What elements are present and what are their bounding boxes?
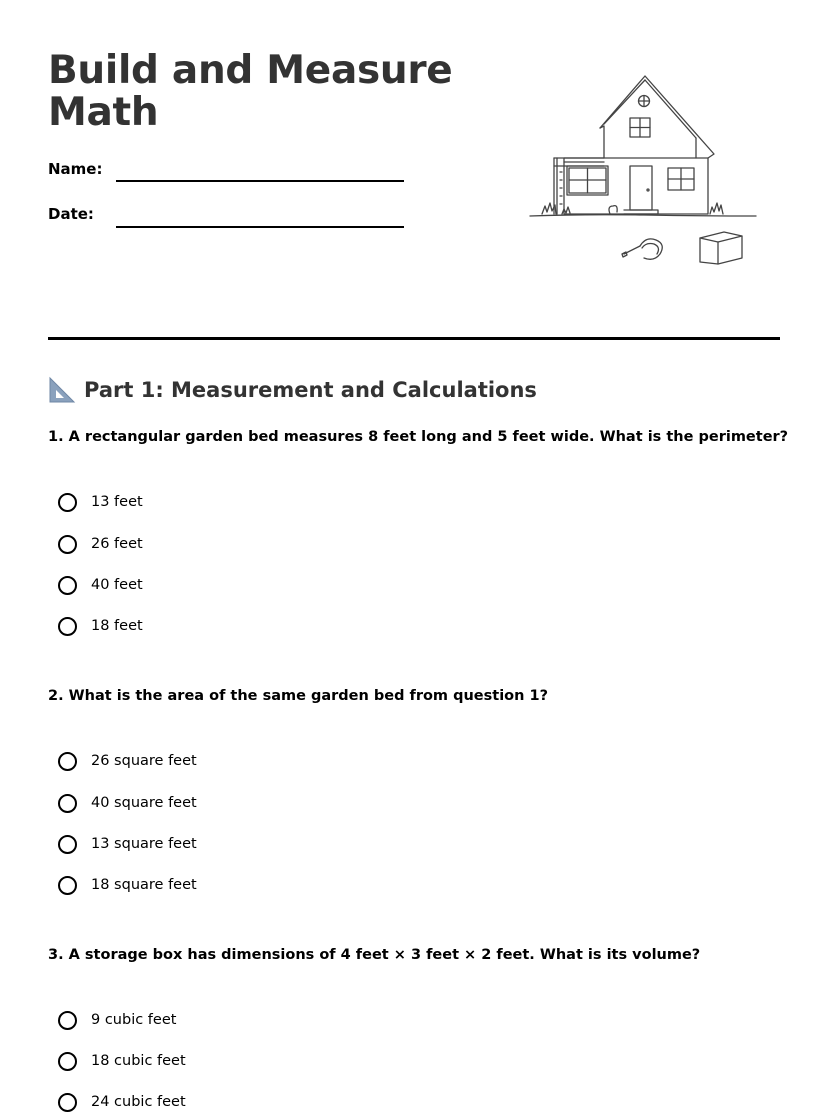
radio-button[interactable] (58, 617, 77, 636)
question-2-option-4[interactable] (58, 873, 197, 897)
option-label: 18 feet (91, 618, 143, 634)
section-divider (48, 337, 780, 340)
radio-button[interactable] (58, 1011, 77, 1030)
set-square-icon (48, 376, 76, 404)
radio-button[interactable] (58, 576, 77, 595)
option-label: 18 cubic feet (91, 1053, 186, 1069)
question-2-text: 2. What is the area of the same garden bed from question 1? (48, 688, 548, 704)
question-3-text: 3. A storage box has dimensions of 4 feet × 3 feet × 2 feet. What is its volume? (48, 947, 701, 963)
radio-button[interactable] (58, 835, 77, 854)
question-1-option-4[interactable] (58, 614, 143, 638)
radio-button[interactable] (58, 1052, 77, 1071)
name-label: Name: (48, 160, 103, 178)
question-1-option-2[interactable] (58, 532, 143, 556)
radio-button[interactable] (58, 794, 77, 813)
question-1-text: 1. A rectangular garden bed measures 8 feet long and 5 feet wide. What is the perimeter? (48, 429, 789, 445)
question-3-option-1[interactable] (58, 1008, 176, 1032)
radio-button[interactable] (58, 752, 77, 771)
option-label: 13 feet (91, 494, 143, 510)
radio-button[interactable] (58, 535, 77, 554)
name-field-line[interactable] (116, 180, 404, 182)
date-field-line[interactable] (116, 226, 404, 228)
question-1-option-3[interactable] (58, 573, 143, 597)
option-label: 18 square feet (91, 877, 197, 893)
question-3-option-2[interactable] (58, 1049, 186, 1073)
option-label: 26 square feet (91, 753, 197, 769)
option-label: 13 square feet (91, 836, 197, 852)
option-label: 9 cubic feet (91, 1012, 177, 1028)
question-2-option-2[interactable] (58, 791, 197, 815)
radio-button[interactable] (58, 493, 77, 512)
house-sketch-illustration (524, 68, 764, 270)
radio-button[interactable] (58, 876, 77, 895)
radio-button[interactable] (58, 1093, 77, 1112)
question-3-option-3[interactable] (58, 1090, 186, 1114)
option-label: 26 feet (91, 536, 143, 552)
option-label: 24 cubic feet (91, 1094, 186, 1110)
date-label: Date: (48, 205, 94, 223)
section-title: Part 1: Measurement and Calculations (84, 378, 537, 402)
option-label: 40 square feet (91, 795, 197, 811)
question-1-option-1[interactable] (58, 490, 143, 514)
question-2-option-3[interactable] (58, 832, 197, 856)
question-2-option-1[interactable] (58, 749, 197, 773)
option-label: 40 feet (91, 577, 143, 593)
page-title: Build and Measure Math (48, 48, 453, 135)
section-heading (48, 374, 537, 406)
